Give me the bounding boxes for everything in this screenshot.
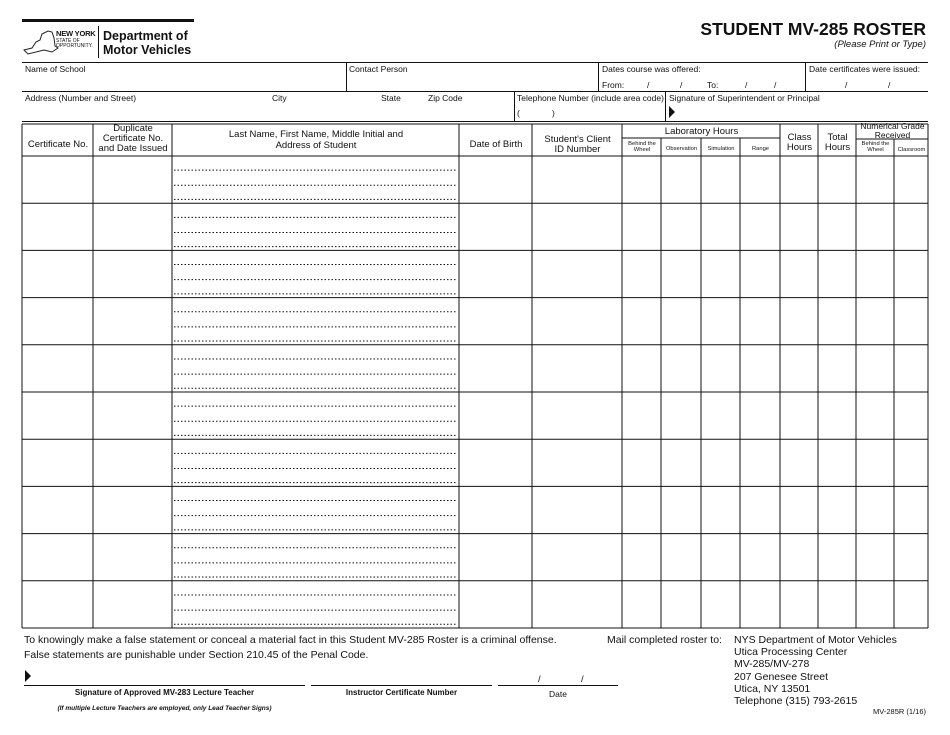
col-class-line1: Class	[787, 132, 812, 143]
school-name-field[interactable]: Name of School	[25, 64, 86, 74]
col-grade-classroom: Classroom	[897, 147, 926, 153]
col-duplicate-line2: Certificate No.	[102, 133, 164, 144]
issued-date-slash-2[interactable]: /	[888, 80, 891, 90]
superintendent-signature-label: Signature of Superintendent or Principal	[669, 93, 820, 103]
col-grade-line1: Numerical Grade	[860, 121, 925, 131]
date-line[interactable]	[498, 685, 618, 686]
teacher-sign-here-arrow-icon	[24, 670, 32, 682]
logo-state-line1: NEW YORK	[56, 29, 96, 38]
col-duplicate-line3: and Date Issued	[98, 143, 168, 154]
date-slash-2[interactable]: /	[581, 674, 584, 685]
mail-address-line: NYS Department of Motor Vehicles	[734, 634, 897, 646]
col-name-line1: Last Name, First Name, Middle Initial and	[228, 129, 404, 140]
teacher-signature-label: Signature of Approved MV-283 Lecture Teacher	[74, 688, 255, 697]
mail-address-line: Utica, NY 13501	[734, 682, 811, 695]
mail-to-label: Mail completed roster to:	[607, 634, 722, 646]
col-dob: Date of Birth	[469, 139, 523, 150]
col-client-line2: ID Number	[554, 144, 601, 155]
to-date-slash-2[interactable]: /	[774, 80, 777, 90]
col-lab-simulation: Simulation	[707, 146, 735, 152]
from-label: From:	[602, 80, 625, 90]
form-title: STUDENT MV-285 ROSTER	[700, 19, 926, 39]
telephone-paren-close[interactable]: )	[552, 108, 555, 118]
col-lab-observation: Observation	[665, 146, 698, 152]
city-field[interactable]: City	[272, 93, 287, 103]
form-code: MV-285R (1/16)	[873, 707, 926, 716]
issued-date-slash-1[interactable]: /	[845, 80, 848, 90]
to-date-slash-1[interactable]: /	[745, 80, 748, 90]
dates-offered-label: Dates course was offered:	[602, 64, 701, 74]
col-name-line2: Address of Student	[275, 140, 357, 151]
from-date-slash-2[interactable]: /	[680, 80, 683, 90]
col-certificate-no: Certificate No.	[27, 139, 89, 150]
date-slash-1[interactable]: /	[538, 674, 541, 685]
col-lab-btw-line1: Behind the	[628, 141, 656, 147]
mail-address-line: 207 Genesee Street	[734, 670, 828, 683]
mail-address-line: MV-285/MV-278	[734, 658, 810, 671]
telephone-paren-open[interactable]: (	[517, 108, 520, 118]
address-field[interactable]: Address (Number and Street)	[25, 93, 137, 103]
to-label: To:	[707, 80, 719, 90]
teacher-signature-line[interactable]	[24, 685, 305, 686]
col-lab-btw-line2: Wheel	[633, 147, 651, 153]
mail-address-block	[734, 634, 897, 707]
col-lab-range: Range	[751, 146, 770, 152]
false-statement-warning-1: To knowingly make a false statement or conceal a material fact in this Student MV-285 Roster is a criminal offense.	[24, 634, 557, 646]
col-total-line2: Hours	[824, 142, 851, 153]
false-statement-warning-2: False statements are punishable under Section 210.45 of the Penal Code.	[24, 649, 369, 661]
instructor-cert-label: Instructor Certificate Number	[345, 688, 458, 697]
date-label: Date	[549, 689, 567, 699]
telephone-label: Telephone Number (include area code)	[517, 93, 664, 103]
col-duplicate-line1: Duplicate	[113, 123, 153, 134]
form-subtitle: (Please Print or Type)	[834, 39, 926, 50]
col-grade-btw-line1: Behind the	[861, 141, 890, 147]
mail-address-line: Telephone (315) 793-2615	[734, 695, 858, 708]
date-certs-issued-label: Date certificates were issued:	[809, 64, 921, 74]
col-class-line2: Hours	[786, 142, 813, 153]
col-grade-line2: Received	[874, 130, 911, 140]
logo-dept-line2: Motor Vehicles	[103, 43, 192, 57]
col-client-line1: Student's Client	[544, 134, 611, 145]
instructor-cert-line[interactable]	[311, 685, 492, 686]
contact-person-field[interactable]: Contact Person	[349, 64, 408, 74]
logo-state-line2: STATE OF	[56, 38, 80, 44]
from-date-slash-1[interactable]: /	[647, 80, 650, 90]
state-field[interactable]: State	[381, 93, 401, 103]
zip-field[interactable]: Zip Code	[428, 93, 463, 103]
col-total-line1: Total	[827, 132, 848, 143]
col-lab-hours: Laboratory Hours	[664, 126, 739, 137]
logo-state-line3: OPPORTUNITY.	[56, 43, 93, 49]
mail-address-line: Utica Processing Center	[734, 646, 848, 659]
lead-teacher-note: (If multiple Lecture Teachers are employed, only Lead Teacher Signs)	[57, 705, 272, 712]
logo-dept-line1: Department of	[103, 29, 188, 43]
col-grade-btw-line2: Wheel	[867, 147, 884, 153]
